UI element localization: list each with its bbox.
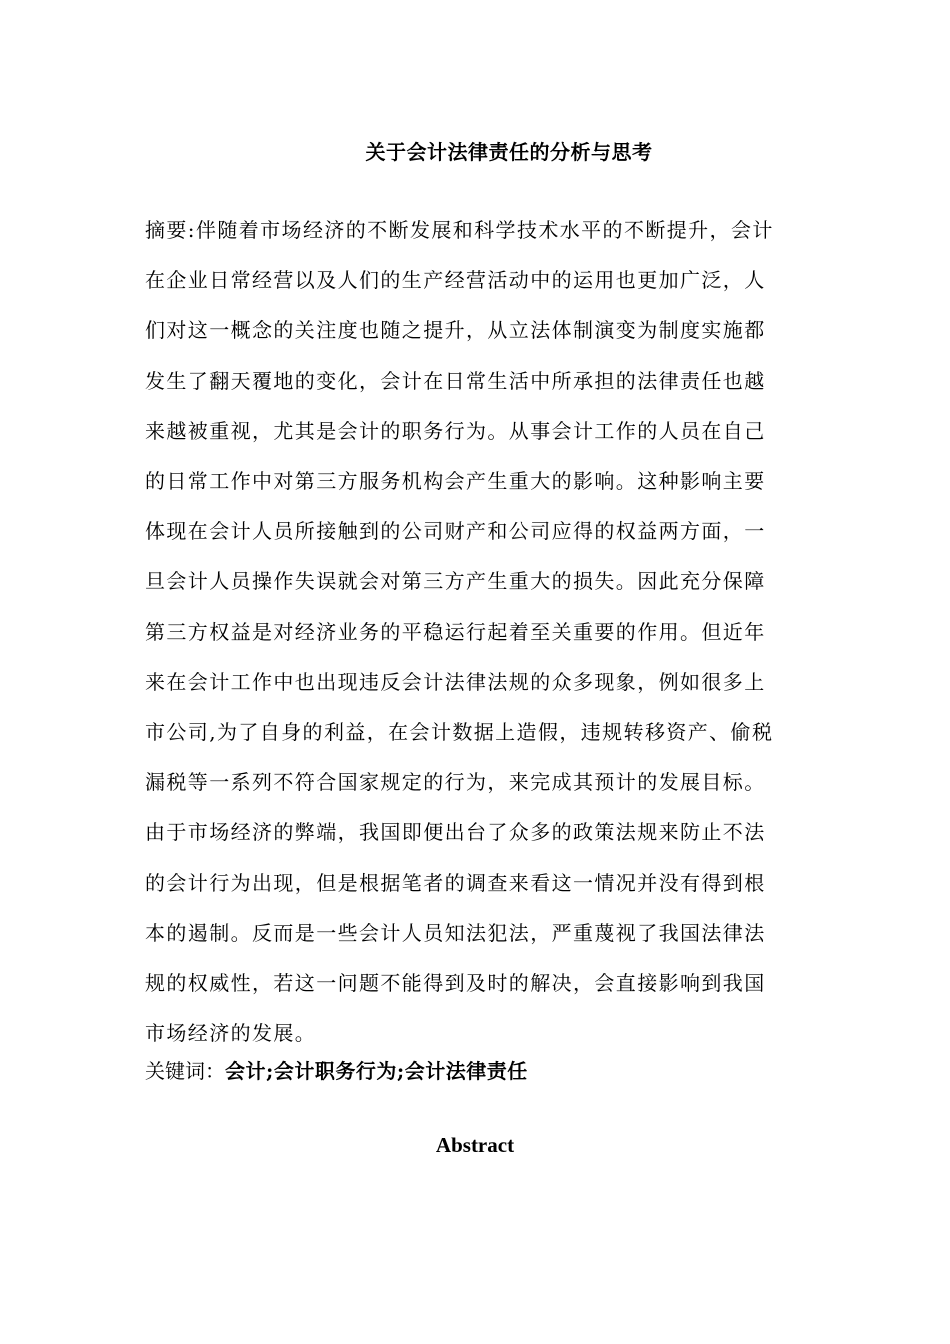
abstract-line: 来越被重视，尤其是会计的职务行为。从事会计工作的人员在自己: [145, 418, 766, 443]
abstract-line: 漏税等一系列不符合国家规定的行为，来完成其预计的发展目标。: [145, 770, 766, 795]
keywords-line: [145, 1053, 805, 1089]
abstract-line: 在企业日常经营以及人们的生产经营活动中的运用也更加广泛，人: [145, 268, 766, 293]
abstract-line: 发生了翻天覆地的变化，会计在日常生活中所承担的法律责任也越: [145, 368, 766, 393]
abstract-line: 由于市场经济的弊端，我国即便出台了众多的政策法规来防止不法: [145, 820, 766, 845]
abstract-line: 的会计行为出现，但是根据笔者的调查来看这一情况并没有得到根: [145, 870, 766, 895]
abstract-line-text: 伴随着市场经济的不断发展和科学技术水平的不断提升，会计: [195, 218, 774, 242]
abstract-line: 市场经济的发展。: [145, 1021, 317, 1046]
abstract-line: 的日常工作中对第三方服务机构会产生重大的影响。这种影响主要: [145, 469, 766, 494]
english-abstract-heading: Abstract: [435, 1133, 515, 1157]
abstract-line: 第三方权益是对经济业务的平稳运行起着至关重要的作用。但近年: [145, 619, 766, 644]
abstract-line: 规的权威性，若这一问题不能得到及时的解决，会直接影响到我国: [145, 971, 766, 996]
abstract-line: 们对这一概念的关注度也随之提升，从立法体制演变为制度实施都: [145, 318, 766, 343]
abstract-line: [145, 205, 805, 255]
abstract-line: 本的遏制。反而是一些会计人员知法犯法，严重蔑视了我国法律法: [145, 920, 766, 945]
abstract-line: 旦会计人员操作失误就会对第三方产生重大的损失。因此充分保障: [145, 569, 766, 594]
abstract-line: 市公司,为了自身的利益，在会计数据上造假，违规转移资产、偷税: [145, 720, 774, 745]
abstract-label: 摘要:: [145, 218, 196, 242]
abstract-line: 来在会计工作中也出现违反会计法律法规的众多现象，例如很多上: [145, 669, 766, 694]
abstract-body: [145, 205, 805, 1058]
keywords-values: 会计;会计职务行为;会计法律责任: [225, 1059, 528, 1083]
abstract-line: 体现在会计人员所接触到的公司财产和公司应得的权益两方面，一: [145, 519, 766, 544]
keywords-label: 关键词：: [145, 1059, 225, 1083]
document-title: 关于会计法律责任的分析与思考: [365, 140, 653, 164]
